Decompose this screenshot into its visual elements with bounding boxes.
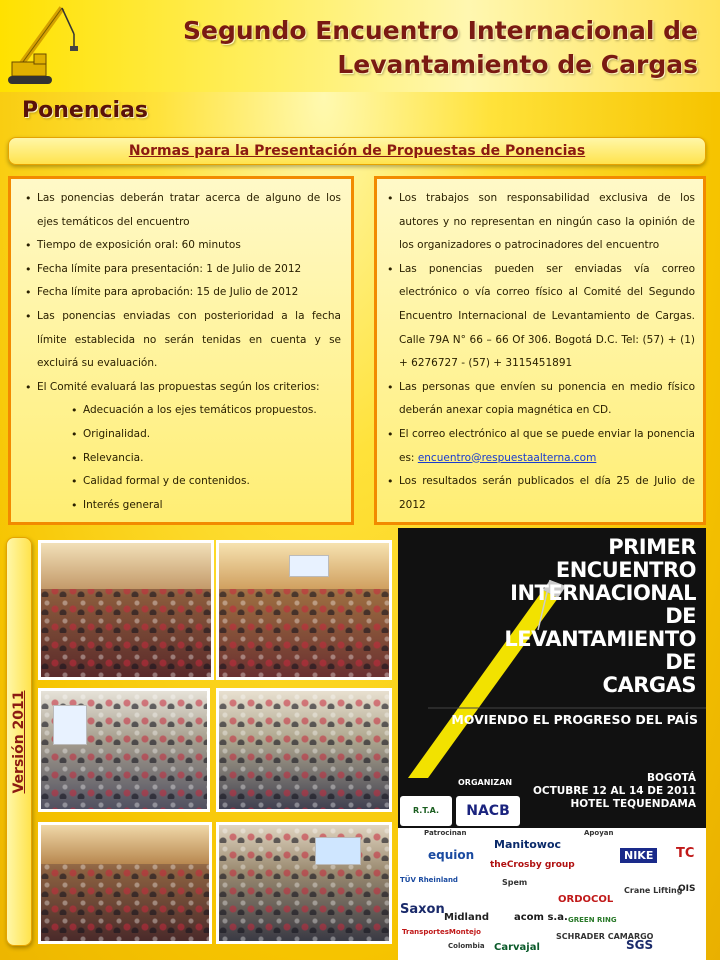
- sponsor-logo: GREEN RING: [568, 916, 617, 924]
- poster-organizan-label: ORGANIZAN: [458, 778, 513, 787]
- rules-list-left: [25, 187, 341, 517]
- main-title: [178, 14, 698, 82]
- event-photo-6: [216, 822, 392, 944]
- rule-item: • Las ponencias deberán tratar acerca de alguno de los ejes temáticos del encuentro: [25, 187, 341, 234]
- criteria-item: • Relevancia.: [71, 447, 341, 471]
- email-link[interactable]: encuentro@respuestaalterna.com: [417, 451, 597, 464]
- criteria-item: • Adecuación a los ejes temáticos propuestos.: [71, 399, 341, 423]
- rta-logo: R.T.A.: [400, 796, 452, 826]
- sponsor-logo: theCrosby group: [490, 860, 575, 870]
- sponsor-logo: SCHRADER CAMARGO: [556, 932, 654, 941]
- criteria-item: • Interés general: [71, 494, 341, 518]
- poster-dates: OCTUBRE 12 AL 14 DE 2011: [532, 785, 696, 797]
- event-photo-1: [38, 540, 214, 680]
- rule-item: • Los resultados serán publicados el día 25 de Julio de 2012: [387, 470, 695, 517]
- patrocinan-label: Patrocinan: [424, 829, 467, 837]
- sponsors-panel: [398, 828, 706, 960]
- rules-right-panel: [374, 176, 706, 525]
- section-title: Ponencias: [22, 98, 149, 123]
- version-label: Versión 2011: [11, 689, 27, 794]
- poster-event-info: [533, 772, 696, 811]
- rule-item: • Las personas que envíen su ponencia en medio físico deberán anexar copia magnética en CD.: [387, 376, 695, 423]
- poster-title-line: LEVANTAMIENTO DE: [504, 627, 696, 674]
- rule-item-email: [387, 423, 695, 470]
- email-prefix: El correo electrónico al que se puede enviar la ponencia es:: [399, 427, 695, 464]
- first-event-poster: [398, 528, 706, 828]
- sponsor-logo: Colombia: [448, 942, 485, 950]
- rule-item: • El Comité evaluará las propuestas según los criterios:: [25, 376, 341, 400]
- poster-title-line: INTERNACIONAL DE: [510, 581, 696, 628]
- sponsor-logo: Midland: [444, 912, 489, 923]
- norms-title-bar: Normas para la Presentación de Propuestas de Ponencias: [8, 137, 706, 165]
- sponsor-logo: TransportesMontejo: [402, 928, 481, 936]
- sponsor-logo: equion: [428, 848, 475, 862]
- sponsor-logo: TÜV Rheinland: [400, 876, 458, 884]
- criteria-item: • Calidad formal y de contenidos.: [71, 470, 341, 494]
- sponsor-logo: NIKE: [620, 848, 657, 863]
- event-photo-2: [216, 540, 392, 680]
- rule-item: • Tiempo de exposición oral: 60 minutos: [25, 234, 341, 258]
- criteria-item: • Originalidad.: [71, 423, 341, 447]
- rule-item: • Las ponencias enviadas con posterioridad a la fecha límite establecida no serán tenidas en cuenta y se excluirá su evaluación.: [25, 305, 341, 376]
- sponsor-logo: ORDOCOL: [558, 894, 614, 905]
- nacb-logo: NACB: [456, 796, 520, 826]
- poster-title: [476, 536, 696, 697]
- event-photo-4: [216, 688, 392, 812]
- sponsor-logo: acom s.a.: [514, 912, 568, 923]
- sponsor-logo: Manitowoc: [494, 838, 562, 851]
- sponsor-logo: Saxon: [400, 902, 445, 917]
- crane-icon: [4, 4, 82, 90]
- sponsor-logo: SGS: [626, 938, 654, 952]
- rule-item: • Fecha límite para aprobación: 15 de Julio de 2012: [25, 281, 341, 305]
- poster-venue: HOTEL TEQUENDAMA: [570, 798, 696, 810]
- rule-item: • Fecha límite para presentación: 1 de Julio de 2012: [25, 258, 341, 282]
- poster-title-line: PRIMER ENCUENTRO: [555, 535, 696, 582]
- event-photo-3: [38, 688, 210, 812]
- event-photo-5: [38, 822, 212, 944]
- poster-city: BOGOTÁ: [647, 772, 696, 784]
- sponsor-logo: Carvajal: [494, 942, 540, 953]
- sponsor-logo: Spem: [502, 878, 528, 887]
- main-title-line-2: Levantamiento de Cargas: [337, 50, 698, 79]
- rule-item: • Los trabajos son responsabilidad exclusiva de los autores y no representan en ningún caso la opinión de los organizadores o patrocinadores del encuentro: [387, 187, 695, 258]
- rules-list-right: [387, 187, 695, 517]
- rule-item: • Las ponencias pueden ser enviadas vía correo electrónico o vía correo físico al Comité del Segundo Encuentro Internacional de Levantamiento de Cargas. Calle 79A N° 66 – 66 Of 306. Bogotá D.C. Tel: (57) + (1) + 6276727 - (57) + 3115451891: [387, 258, 695, 376]
- sponsor-logo: TC: [676, 846, 695, 861]
- version-bar: [6, 537, 32, 946]
- rules-left-panel: [8, 176, 354, 525]
- main-title-line-1: Segundo Encuentro Internacional de: [183, 16, 698, 45]
- poster-title-line: CARGAS: [602, 673, 696, 697]
- apoyan-label: Apoyan: [584, 829, 614, 837]
- poster-subtitle: MOVIENDO EL PROGRESO DEL PAÍS: [451, 712, 698, 727]
- sponsor-logo: OIS: [678, 884, 696, 894]
- sponsor-logo: Crane Lifting: [624, 886, 683, 895]
